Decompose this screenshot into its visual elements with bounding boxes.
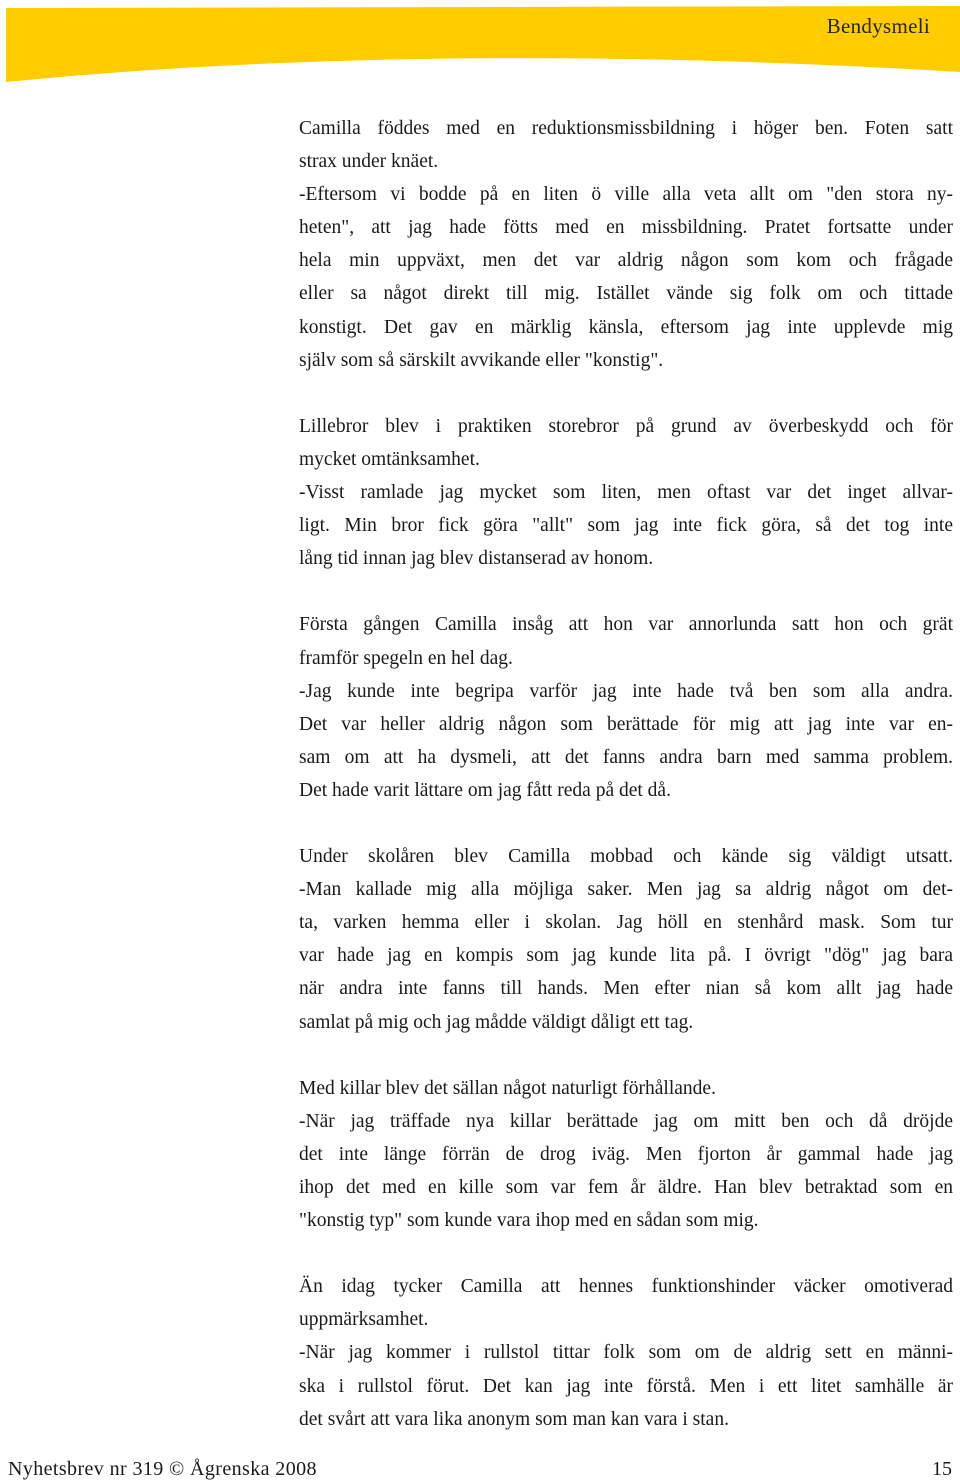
paragraph-line: konstigt. Det gav en märklig känsla, eftersom jag inte upplevde mig <box>299 316 953 338</box>
paragraph-line: ta, varken hemma eller i skolan. Jag höll en stenhård mask. Som tur <box>299 912 953 934</box>
paragraph-line: det svårt att vara lika anonym som man kan vara i stan. <box>299 1408 729 1430</box>
footer-publication: Nyhetsbrev nr 319 © Ågrenska 2008 <box>8 1458 317 1480</box>
paragraph-line: samlat på mig och jag mådde väldigt dåligt ett tag. <box>299 1011 694 1033</box>
paragraph-line: -Jag kunde inte begripa varför jag inte hade två ben som alla andra. <box>299 680 953 702</box>
paragraph-line: -Man kallade mig alla möjliga saker. Men jag sa aldrig något om det- <box>299 879 953 901</box>
paragraph-line: uppmärksamhet. <box>299 1309 429 1331</box>
paragraph-line: själv som så särskilt avvikande eller "konstig". <box>299 349 664 371</box>
article-paragraph <box>299 1072 953 1237</box>
article-paragraph <box>299 608 953 807</box>
article-paragraph <box>299 1270 953 1435</box>
paragraph-line: eller sa något direkt till mig. Istället vände sig folk om och tittade <box>299 283 953 305</box>
paragraph-line: -Eftersom vi bodde på en liten ö ville alla veta allt om "den stora ny- <box>299 184 953 206</box>
paragraph-line: ska i rullstol förut. Det kan jag inte förstå. Men i ett litet samhälle är <box>299 1375 953 1397</box>
paragraph-line: var hade jag en kompis som jag kunde lita på. I övrigt "dög" jag bara <box>299 945 953 967</box>
paragraph-line: ihop det med en kille som var fem år äldre. Han blev betraktad som en <box>299 1177 953 1198</box>
paragraph-line: hela min uppväxt, men det var aldrig någon som kom och frågade <box>299 250 953 272</box>
paragraph-line: Än idag tycker Camilla att hennes funktionshinder väcker omotiverad <box>299 1276 953 1298</box>
paragraph-line: Det hade varit lättare om jag fått reda på det då. <box>299 779 671 801</box>
paragraph-line: "konstig typ" som kunde vara ihop med en sådan som mig. <box>299 1210 759 1232</box>
paragraph-line: ligt. Min bror fick göra "allt" som jag inte fick göra, så det tog inte <box>299 515 953 537</box>
article-paragraph <box>299 112 953 377</box>
header-band-shape <box>0 0 960 90</box>
paragraph-line: heten", att jag hade fötts med en missbildning. Pratet fortsatte under <box>299 217 953 239</box>
paragraph-line: Camilla föddes med en reduktionsmissbildning i höger ben. Foten satt <box>299 118 953 139</box>
paragraph-line: när andra inte fanns till hands. Men efter nian så kom allt jag hade <box>299 978 953 1000</box>
paragraph-line: Under skolåren blev Camilla mobbad och kände sig väldigt utsatt. <box>299 846 953 868</box>
paragraph-line: det inte länge förrän de drog iväg. Men fjorton år gammal hade jag <box>299 1143 953 1165</box>
paragraph-line: -När jag kommer i rullstol tittar folk som om de aldrig sett en männi- <box>299 1342 953 1364</box>
article-paragraph <box>299 410 953 575</box>
paragraph-line: Med killar blev det sällan något naturligt förhållande. <box>299 1077 716 1099</box>
paragraph-line: -När jag träffade nya killar berättade jag om mitt ben och då dröjde <box>299 1110 953 1132</box>
paragraph-line: lång tid innan jag blev distanserad av honom. <box>299 548 654 570</box>
header-banner <box>0 0 960 90</box>
paragraph-line: Det var heller aldrig någon som berättade för mig att jag inte var en- <box>299 713 953 735</box>
paragraph-line: Första gången Camilla insåg att hon var annorlunda satt hon och grät <box>299 614 953 636</box>
paragraph-line: sam om att ha dysmeli, att det fanns andra barn med samma problem. <box>299 746 953 768</box>
section-title: Bendysmeli <box>826 14 930 38</box>
paragraph-line: framför spegeln en hel dag. <box>299 647 513 669</box>
page-number: 15 <box>932 1458 952 1480</box>
article-body <box>299 112 953 1436</box>
article-paragraph <box>299 840 953 1039</box>
paragraph-line: -Visst ramlade jag mycket som liten, men oftast var det inget allvar- <box>299 482 953 504</box>
paragraph-line: strax under knäet. <box>299 151 439 173</box>
paragraph-line: mycket omtänksamhet. <box>299 448 480 470</box>
paragraph-line: Lillebror blev i praktiken storebror på grund av överbeskydd och för <box>299 415 953 437</box>
